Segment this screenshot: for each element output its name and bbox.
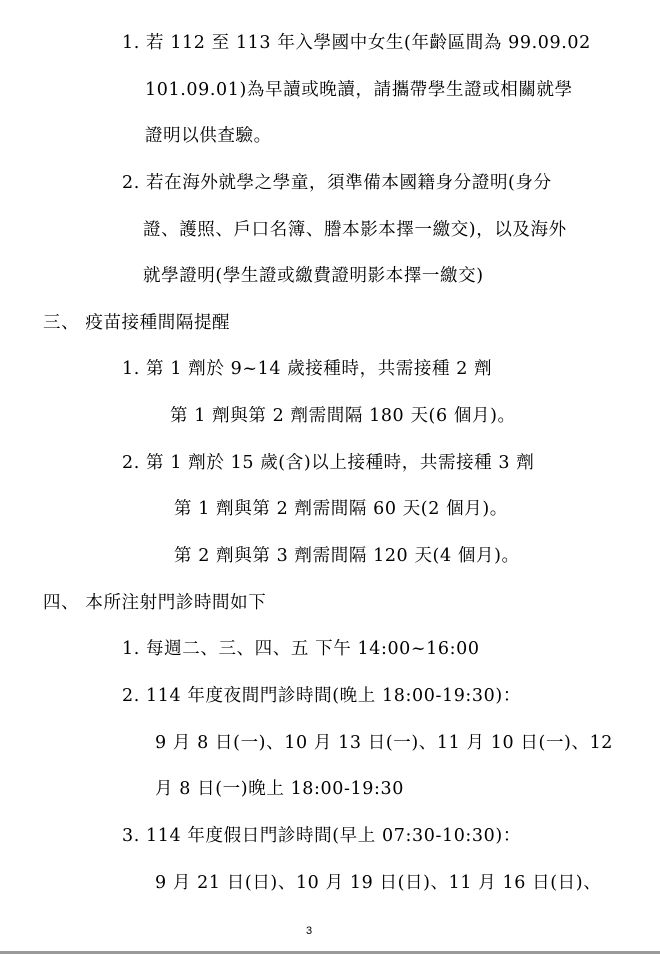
line-11: 第 1 劑與第 2 劑需間隔 60 天(2 個月)。 bbox=[174, 499, 508, 519]
line-8: 1. 第 1 劑於 9~14 歲接種時，共需接種 2 劑 bbox=[122, 359, 493, 379]
line-10: 2. 第 1 劑於 15 歲(含)以上接種時，共需接種 3 劑 bbox=[122, 453, 535, 473]
line-4: 2. 若在海外就學之學童，須準備本國籍身分證明(身分 bbox=[122, 173, 552, 193]
line-3: 證明以供查驗。 bbox=[145, 126, 272, 146]
line-19: 9 月 21 日(日)、10 月 19 日(日)、11 月 16 日(日)、 bbox=[155, 873, 602, 893]
line-6: 就學證明(學生證或繳費證明影本擇一繳交) bbox=[143, 266, 484, 286]
section-heading-4: 四、 本所注射門診時間如下 bbox=[43, 593, 267, 613]
page-number: 3 bbox=[306, 925, 313, 937]
line-2: 101.09.01)為早讀或晚讀，請攜帶學生證或相關就學 bbox=[145, 80, 573, 100]
line-1: 1. 若 112 至 113 年入學國中女生(年齡區間為 99.09.02 bbox=[122, 33, 591, 53]
line-18: 3. 114 年度假日門診時間(早上 07:30-10:30)： bbox=[122, 826, 521, 846]
line-15: 2. 114 年度夜間門診時間(晚上 18:00-19:30)： bbox=[122, 686, 521, 706]
section-heading-3: 三、 疫苗接種間隔提醒 bbox=[43, 313, 231, 333]
line-5: 證、護照、戶口名簿、謄本影本擇一繳交)，以及海外 bbox=[143, 220, 567, 240]
line-12: 第 2 劑與第 3 劑需間隔 120 天(4 個月)。 bbox=[174, 546, 520, 566]
line-14: 1. 每週二、三、四、五 下午 14:00~16:00 bbox=[122, 639, 480, 659]
line-17: 月 8 日(一)晚上 18:00-19:30 bbox=[155, 779, 404, 799]
line-16: 9 月 8 日(一)、10 月 13 日(一)、11 月 10 日(一)、12 bbox=[155, 733, 614, 753]
line-9: 第 1 劑與第 2 劑需間隔 180 天(6 個月)。 bbox=[170, 406, 516, 426]
